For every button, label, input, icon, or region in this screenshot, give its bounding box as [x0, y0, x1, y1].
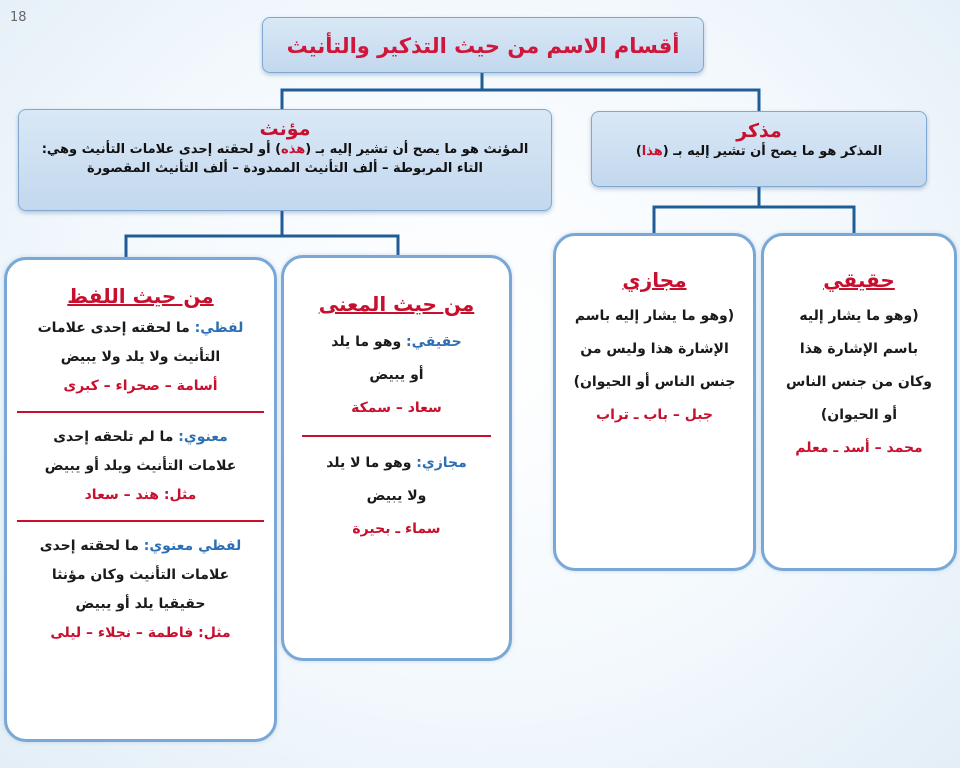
divider — [17, 520, 264, 522]
term-label: مجازي: — [416, 455, 467, 471]
line-text: وهو ما لا يلد — [326, 455, 417, 471]
feminine-markers: التاء المربوطة – ألف التأنيث الممدودة – ألف التأنيث المقصورة — [86, 161, 484, 176]
card-examples: مثل: هند – سعاد — [84, 487, 197, 503]
line-text: ما لحقته إحدى علامات — [37, 320, 195, 336]
card-line: علامات التأنيث ويلد أو يبيض — [44, 458, 237, 474]
card-line — [284, 326, 509, 359]
page-number: 18 — [10, 10, 27, 25]
main-title-box — [262, 17, 704, 73]
feminine-definition — [19, 140, 551, 159]
card-line: أو الحيوان) — [820, 407, 898, 423]
card-examples: سعاد – سمكة — [351, 400, 442, 416]
line-text: ما لحقته إحدى — [39, 538, 144, 554]
term-label: معنوي: — [178, 429, 228, 445]
card-examples: جبل – باب ـ تراب — [596, 407, 713, 423]
card-examples: محمد – أسد ـ معلم — [795, 440, 923, 456]
demonstrative-word: هذا — [641, 144, 663, 159]
feminine-box — [18, 109, 552, 211]
card-line: ولا يبيض — [366, 488, 427, 504]
definition-text-end: ) أو لحقته إحدى علامات التأنيث وهي: — [41, 142, 282, 157]
main-title: أقسام الاسم من حيث التذكير والتأنيث — [286, 34, 680, 58]
card-line: حقيقيا يلد أو يبيض — [75, 596, 206, 612]
demonstrative-word: هذه — [281, 142, 306, 157]
divider — [302, 435, 491, 437]
line-text: ما لم تلحقه إحدى — [53, 429, 179, 445]
divider — [17, 411, 264, 413]
card-line: (وهو ما يشار إليه — [799, 308, 919, 324]
definition-text: المؤنث هو ما يصح أن تشير إليه بـ ( — [305, 142, 529, 157]
definition-text-end: ) — [635, 144, 642, 159]
card-line: التأنيث ولا يلد ولا يبيض — [60, 349, 221, 365]
card-masculine-real — [761, 233, 957, 571]
card-examples: أسامة – صحراء – كبرى — [63, 378, 218, 394]
term-label: لفظي: — [194, 320, 244, 336]
line-text: وهو ما يلد — [331, 334, 407, 350]
card-examples: مثل: فاطمة – نجلاء – ليلى — [50, 625, 231, 641]
card-masculine-figurative — [553, 233, 756, 571]
card-line: وكان من جنس الناس — [786, 374, 932, 390]
card-line: جنس الناس أو الحيوان) — [573, 374, 736, 390]
card-title: من حيث المعنى — [318, 292, 475, 316]
card-title: مجازي — [622, 268, 687, 292]
card-line: (وهو ما يشار إليه باسم — [574, 308, 735, 324]
card-line — [7, 532, 274, 561]
card-line: علامات التأنيث وكان مؤنثا — [51, 567, 230, 583]
masculine-definition — [592, 142, 926, 161]
feminine-title: مؤنث — [259, 118, 311, 140]
masculine-title: مذكر — [736, 120, 782, 142]
card-title: من حيث اللفظ — [67, 284, 214, 308]
masculine-box — [591, 111, 927, 187]
card-line: باسم الإشارة هذا — [799, 341, 919, 357]
card-line: الإشارة هذا وليس من — [580, 341, 729, 357]
card-feminine-by-meaning — [281, 255, 512, 661]
card-feminine-by-form — [4, 257, 277, 742]
definition-text: المذكر هو ما يصح أن تشير إليه بـ ( — [662, 144, 883, 159]
term-label: حقيقي: — [406, 334, 462, 350]
term-label: لفظي معنوي: — [143, 538, 242, 554]
card-line: أو يبيض — [369, 367, 424, 383]
card-line — [284, 447, 509, 480]
card-title: حقيقي — [823, 268, 895, 292]
card-line — [7, 314, 274, 343]
card-examples: سماء ـ بحيرة — [352, 521, 441, 537]
card-line — [7, 423, 274, 452]
